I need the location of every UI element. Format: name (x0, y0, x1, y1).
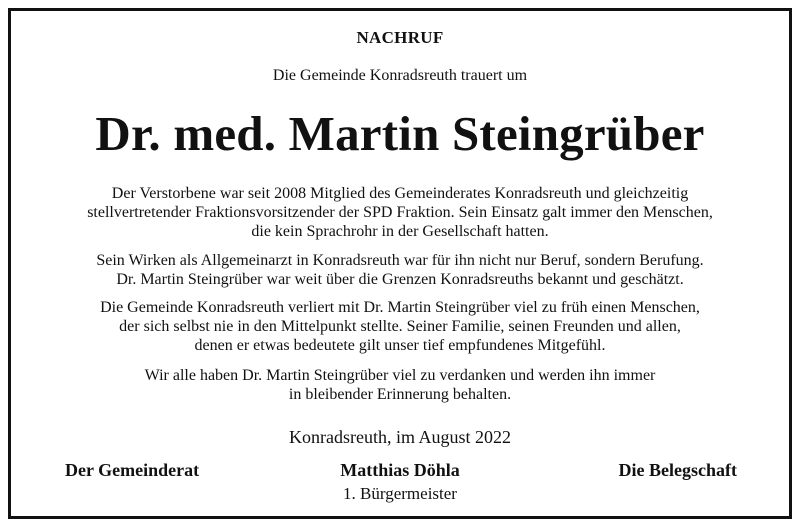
signature-mayor-role: 1. Bürgermeister (343, 484, 457, 503)
signature-council: Der Gemeinderat (65, 460, 200, 480)
notice-heading: NACHRUF (356, 28, 444, 47)
paragraph-line: Wir alle haben Dr. Martin Steingrüber viel zu verdanken und werden ihn immer (144, 367, 656, 384)
paragraph-line: Dr. Martin Steingrüber war weit über die Grenzen Konradsreuths bekannt und geschätzt. (116, 271, 684, 288)
paragraph-condolence (31, 298, 769, 355)
place-and-date: Konradsreuth, im August 2022 (289, 427, 511, 447)
paragraph-line: Der Verstorbene war seit 2008 Mitglied des Gemeinderates Konradsreuth und gleichzeitig (111, 185, 689, 202)
paragraph-line: stellvertretender Fraktionsvorsitzender der SPD Fraktion. Sein Einsatz galt immer den Menschen, (87, 204, 713, 221)
paragraph-line: in bleibender Erinnerung behalten. (288, 386, 512, 403)
signature-mayor-name: Matthias Döhla (340, 460, 460, 480)
paragraph-remembrance (31, 366, 769, 404)
paragraph-profession (31, 251, 769, 289)
signature-staff: Die Belegschaft (618, 460, 737, 480)
paragraph-line: denen er etwas bedeutete gilt unser tief empfundenes Mitgefühl. (194, 337, 606, 354)
paragraph-line: der sich selbst nie in den Mittelpunkt stellte. Seiner Familie, seinen Freunden und allen, (119, 318, 681, 335)
intro-line: Die Gemeinde Konradsreuth trauert um (272, 67, 528, 84)
paragraph-line: Sein Wirken als Allgemeinarzt in Konradsreuth war für ihn nicht nur Beruf, sondern Berufung. (96, 252, 704, 269)
obituary-notice (8, 8, 792, 519)
deceased-name: Dr. med. Martin Steingrüber (95, 106, 705, 161)
paragraph-line: die kein Sprachrohr in der Gesellschaft hatten. (251, 223, 549, 240)
paragraph-line: Die Gemeinde Konradsreuth verliert mit Dr. Martin Steingrüber viel zu früh einen Menschen, (100, 299, 700, 316)
paragraph-membership (31, 184, 769, 241)
